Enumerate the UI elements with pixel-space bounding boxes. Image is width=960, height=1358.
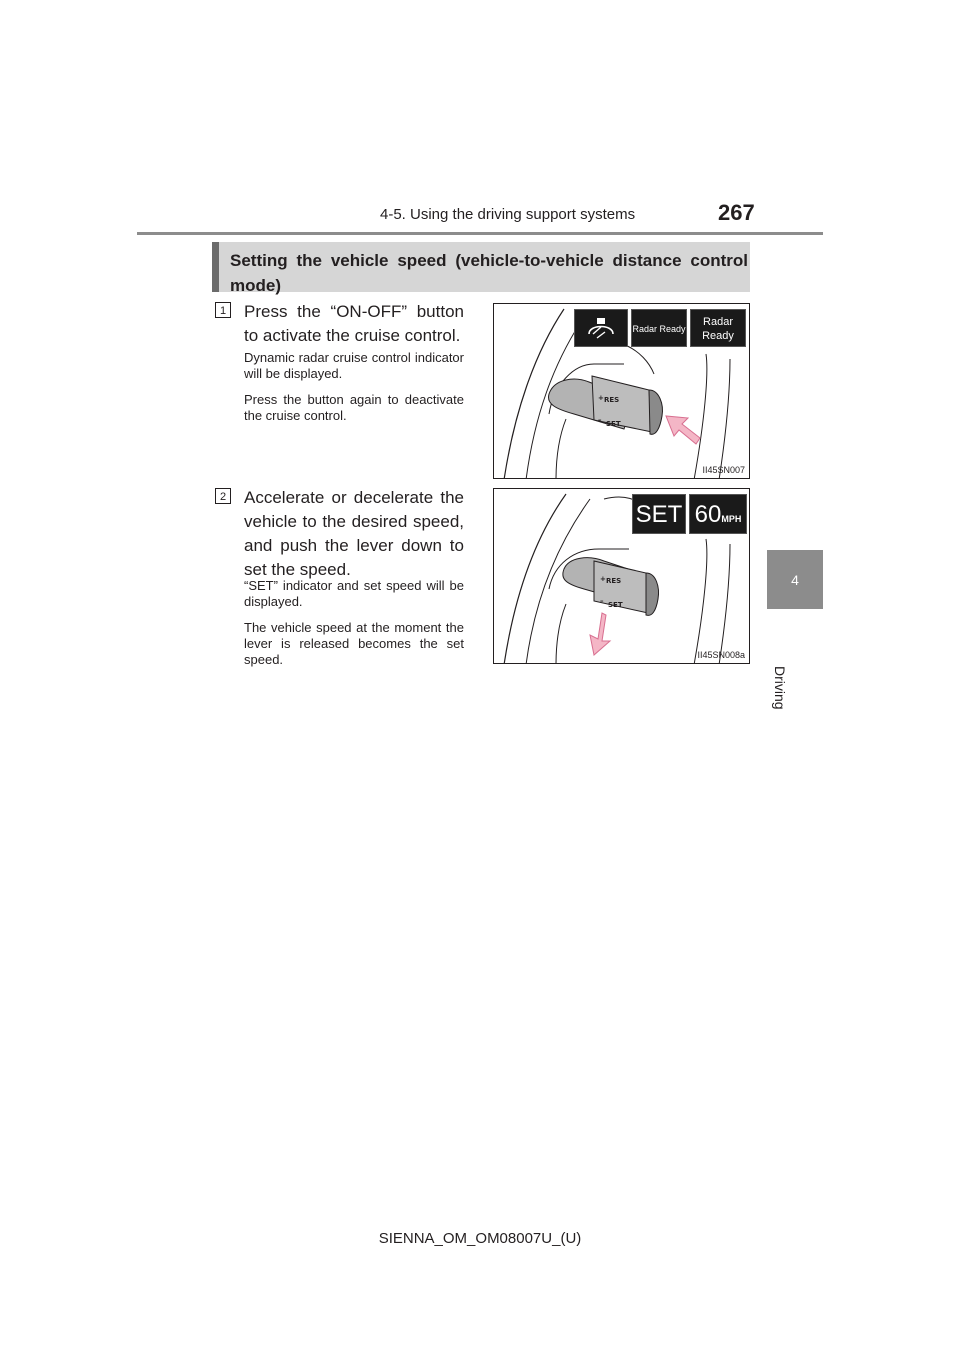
footer-document-code: SIENNA_OM_OM08007U_(U) — [378, 1230, 582, 1247]
chapter-number: 4 — [791, 572, 799, 588]
figure-step-1 — [493, 303, 750, 479]
step-1-instruction: Press the “ON-OFF” button to activate the cruise control. — [244, 302, 464, 345]
push-arrow-icon — [666, 416, 700, 444]
step-2-instruction: Accelerate or decelerate the vehicle to the desired speed, and push the lever down to set the speed. — [244, 488, 464, 579]
step-2-number: 2 — [215, 488, 231, 504]
step-2-note-2: The vehicle speed at the moment the lever is released becomes the set speed. — [244, 620, 464, 667]
lever-plus-label-2: + — [600, 575, 606, 583]
set-speed-unit: MPH — [721, 514, 742, 524]
header-section-path: 4-5. Using the driving support systems — [380, 206, 636, 223]
figure-2-code: II45SN008a — [697, 650, 745, 660]
radar-ready-indicator-1: Radar Ready — [631, 309, 687, 347]
lever-res-label: RES — [604, 396, 620, 404]
set-speed-value: 60 — [694, 501, 722, 528]
header-divider — [137, 232, 823, 235]
radar-ready-indicator-2: Radar Ready — [690, 309, 746, 347]
step-1-note-1: Dynamic radar cruise control indicator will be displayed. — [244, 350, 464, 381]
set-indicator: SET — [632, 494, 686, 534]
set-speed-indicator — [689, 494, 747, 534]
section-heading-box — [212, 242, 750, 295]
lever-set-label-2: SET — [608, 601, 623, 609]
step-1-note-2: Press the button again to deactivate the cruise control. — [244, 392, 464, 423]
chapter-label-container — [772, 616, 804, 710]
lever-plus-label: + — [598, 394, 604, 402]
radar-cruise-indicator-icon — [574, 309, 628, 347]
page-number: 267 — [718, 200, 755, 225]
lever-minus-label: – — [598, 416, 602, 424]
section-title: Setting the vehicle speed (vehicle-to-vehicle distance control mode) — [230, 251, 748, 295]
step-2-note-1: “SET” indicator and set speed will be displayed. — [244, 578, 464, 609]
lever-res-label-2: RES — [606, 577, 622, 585]
chapter-label: Driving — [772, 666, 788, 710]
figure-step-2 — [493, 488, 750, 664]
figure-1-code: II45SN007 — [702, 465, 745, 475]
push-down-arrow-icon — [590, 613, 610, 655]
lever-minus-label-2: – — [600, 597, 604, 605]
step-1-number: 1 — [215, 302, 231, 318]
lever-set-label: SET — [606, 420, 621, 428]
